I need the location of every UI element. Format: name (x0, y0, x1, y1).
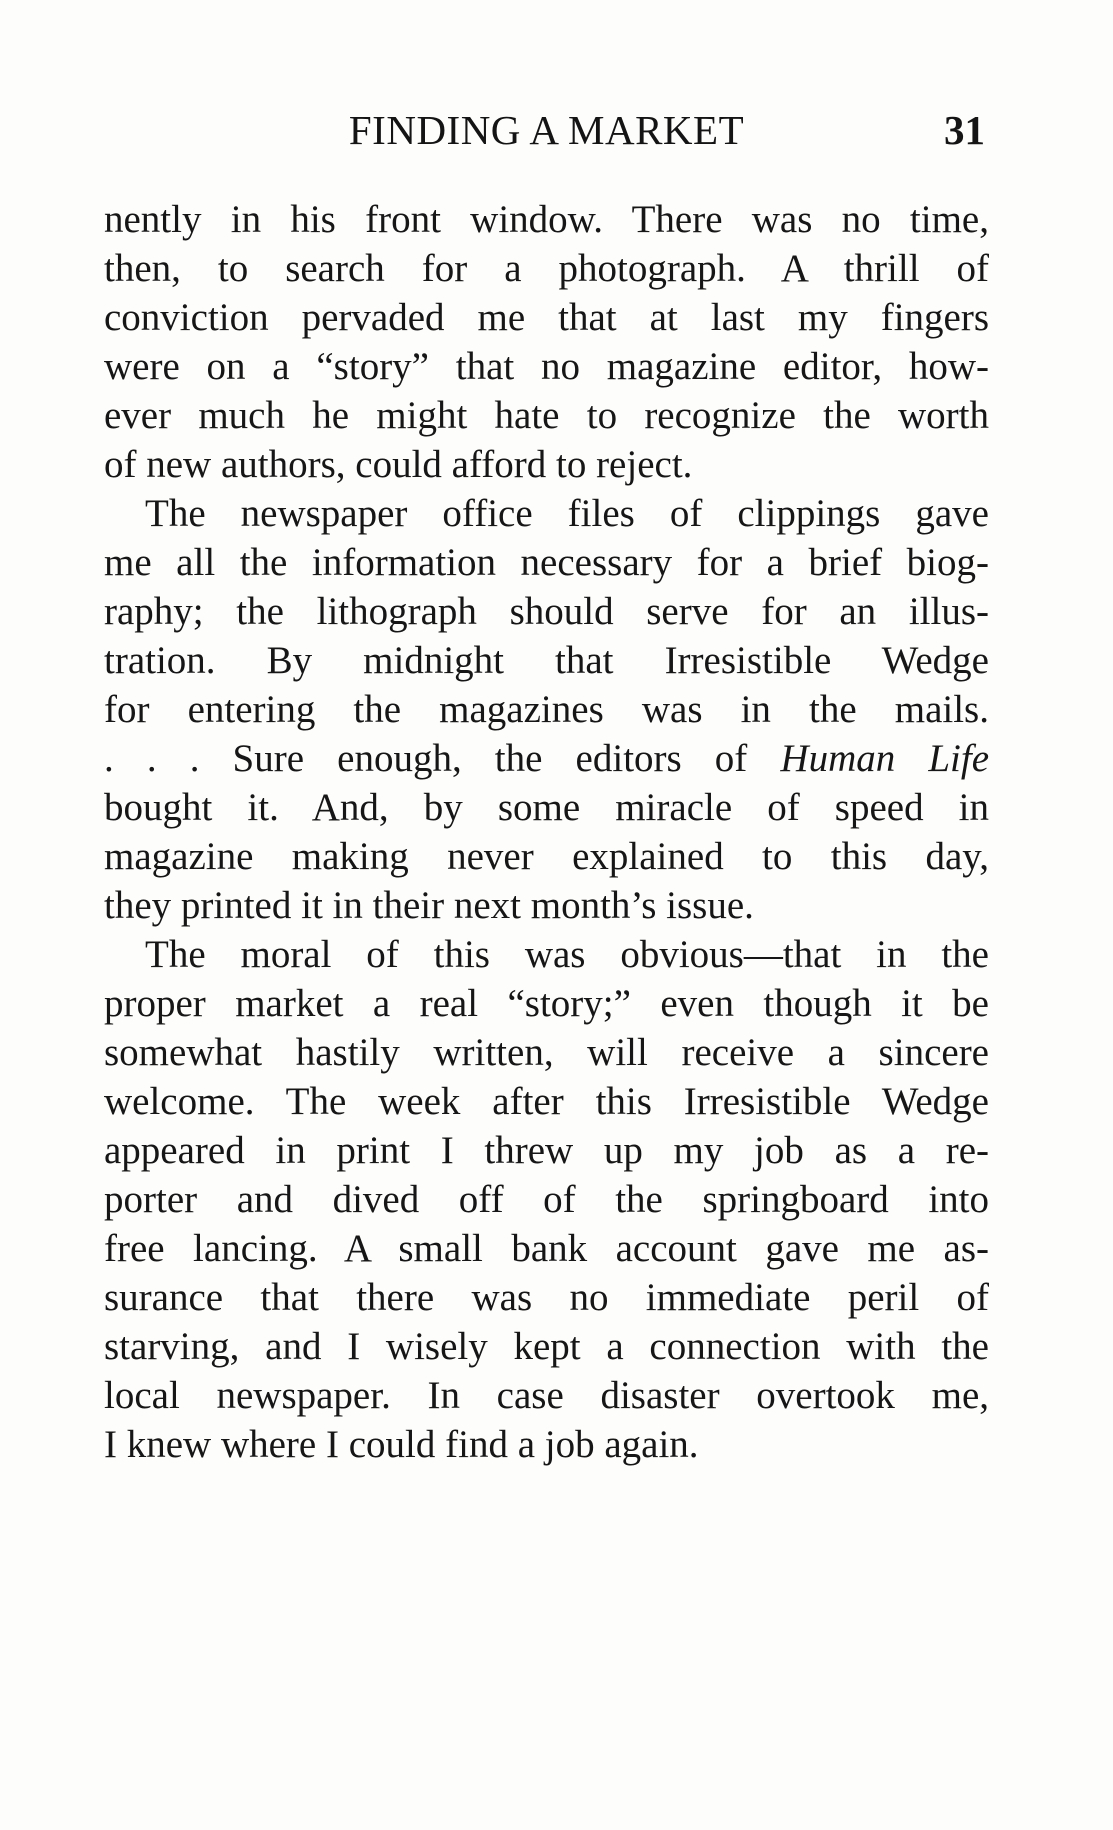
text-line: The newspaper office files of clippings gave (145, 492, 989, 535)
text-line: porter and dived off of the springboard into (104, 1178, 989, 1221)
text-line: local newspaper. In case disaster overtook me, (104, 1374, 989, 1417)
text-line: nently in his front window. There was no time, (104, 198, 989, 241)
text-line: surance that there was no immediate peril of (104, 1276, 989, 1319)
text-line: welcome. The week after this Irresistible Wedge (104, 1080, 989, 1123)
text-line: tration. By midnight that Irresistible Wedge (104, 639, 989, 682)
text-line: for entering the magazines was in the mails. (104, 688, 989, 731)
text-line: appeared in print I threw up my job as a re- (104, 1129, 989, 1172)
text-line: were on a “story” that no magazine editor, how- (104, 345, 989, 388)
text-line: conviction pervaded me that at last my fingers (104, 296, 989, 339)
text-line: bought it. And, by some miracle of speed in (104, 786, 989, 829)
text-line: of new authors, could afford to reject. (104, 443, 693, 486)
text-line: free lancing. A small bank account gave me as- (104, 1227, 989, 1270)
text-line: they printed it in their next month’s issue. (104, 884, 754, 927)
text-line: I knew where I could find a job again. (104, 1423, 699, 1466)
text-line: somewhat hastily written, will receive a sincere (104, 1031, 989, 1074)
text-line: The moral of this was obvious—that in the (145, 933, 989, 976)
magazine-title: Human Life (780, 737, 989, 780)
text-line-segment: . . . Sure enough, the editors of (104, 737, 748, 780)
text-line: magazine making never explained to this day, (104, 835, 989, 878)
running-title: FINDING A MARKET (348, 107, 745, 153)
running-head (104, 106, 989, 166)
text-line (104, 734, 989, 783)
text-line: raphy; the lithograph should serve for an illus- (104, 590, 989, 633)
page-number: 31 (944, 107, 985, 153)
text-line: then, to search for a photograph. A thrill of (104, 247, 989, 290)
text-line: starving, and I wisely kept a connection with the (104, 1325, 989, 1368)
body-text (104, 195, 989, 1469)
text-line: me all the information necessary for a brief biog- (104, 541, 989, 584)
text-line: ever much he might hate to recognize the worth (104, 394, 989, 437)
text-line: proper market a real “story;” even though it be (104, 982, 989, 1025)
